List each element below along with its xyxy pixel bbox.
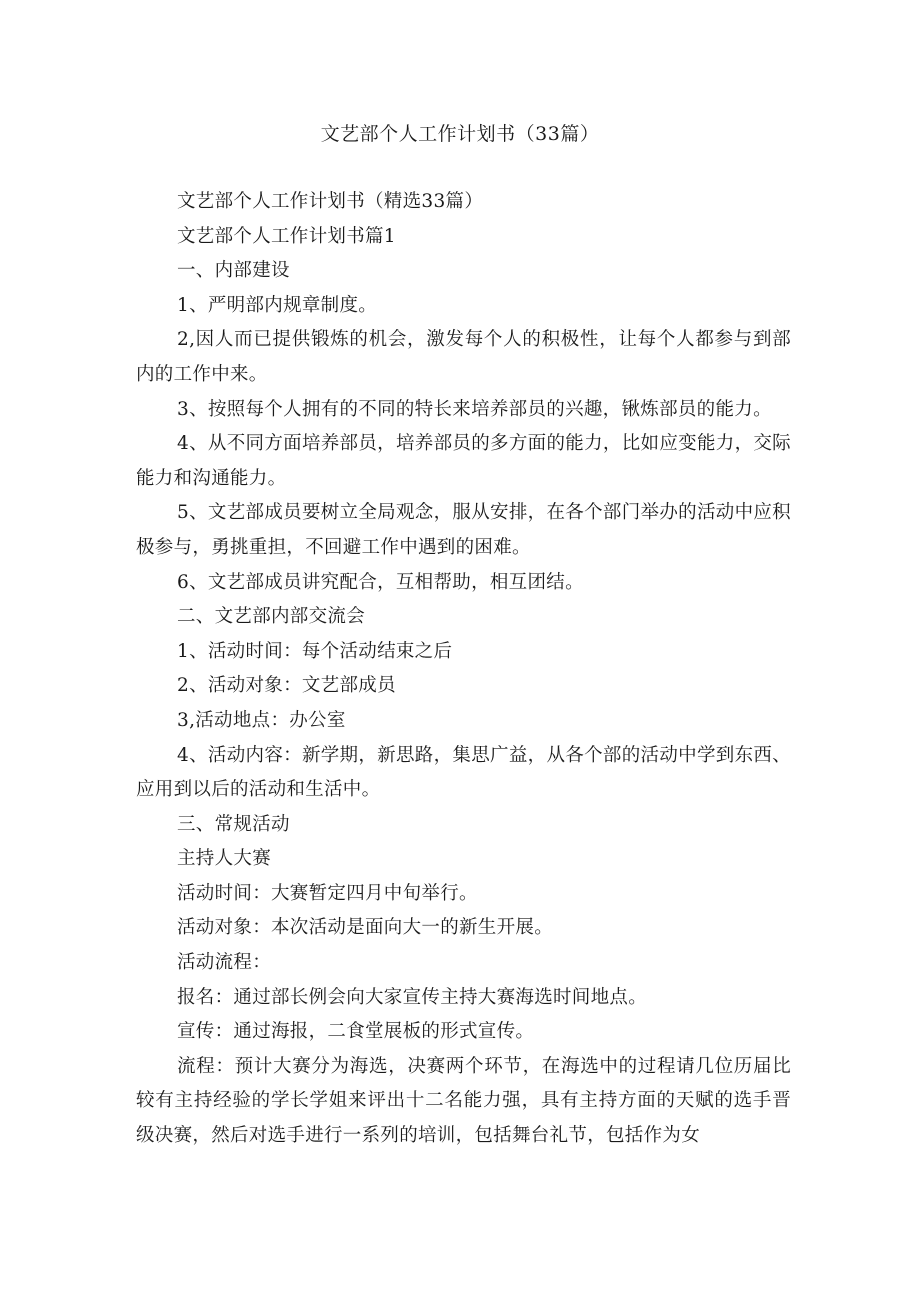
list-item: 4、活动内容：新学期，新思路，集思广益，从各个部的活动中学到东西、应用到以后的活动和生活中。 — [136, 744, 791, 801]
body-paragraph: 报名：通过部长例会向大家宣传主持大赛海选时间地点。 — [177, 986, 648, 1008]
document-body — [136, 185, 791, 1154]
body-paragraph: 活动流程： — [177, 952, 272, 974]
section-heading: 二、文艺部内部交流会 — [177, 606, 366, 628]
body-paragraph: 宣传：通过海报，二食堂展板的形式宣传。 — [177, 1021, 535, 1043]
list-item: 5、文艺部成员要树立全局观念，服从安排，在各个部门举办的活动中应积极参与，勇挑重担，不回避工作中遇到的困难。 — [136, 502, 791, 558]
section-heading: 一、内部建设 — [177, 260, 290, 282]
list-item: 2,因人而已提供锻炼的机会，激发每个人的积极性，让每个人都参与到部内的工作中来。 — [136, 329, 791, 385]
list-item: 2、活动对象：文艺部成员 — [177, 675, 396, 697]
list-item: 4、从不同方面培养部员，培养部员的多方面的能力，比如应变能力，交际能力和沟通能力。 — [136, 433, 791, 489]
list-item: 6、文艺部成员讲究配合，互相帮助，相互团结。 — [177, 571, 584, 593]
list-item: 1、严明部内规章制度。 — [177, 294, 378, 316]
body-paragraph: 活动对象：本次活动是面向大一的新生开展。 — [177, 917, 554, 939]
list-item: 3、按照每个人拥有的不同的特长来培养部员的兴趣，锹炼部员的能力。 — [177, 398, 772, 420]
document-title: 文艺部个人工作计划书（33篇） — [320, 123, 600, 145]
subsection-heading: 主持人大赛 — [177, 848, 272, 870]
subtitle-paragraph: 文艺部个人工作计划书（精选33篇） — [177, 191, 484, 212]
section-heading: 三、常规活动 — [177, 813, 290, 835]
list-item: 3,活动地点：办公室 — [177, 709, 346, 731]
body-paragraph: 流程：预计大赛分为海选，决赛两个环节，在海选中的过程请几位历届比较有主持经验的学长学姐来评出十二名能力强，具有主持方面的天赋的选手晋级决赛，然后对选手进行一系列的培训，包括舞台礼节，包括作为女 — [136, 1055, 791, 1147]
chapter-heading: 文艺部个人工作计划书篇1 — [177, 225, 396, 247]
body-paragraph: 活动时间：大赛暂定四月中旬举行。 — [177, 882, 478, 904]
list-item: 1、活动时间：每个活动结束之后 — [177, 640, 453, 662]
